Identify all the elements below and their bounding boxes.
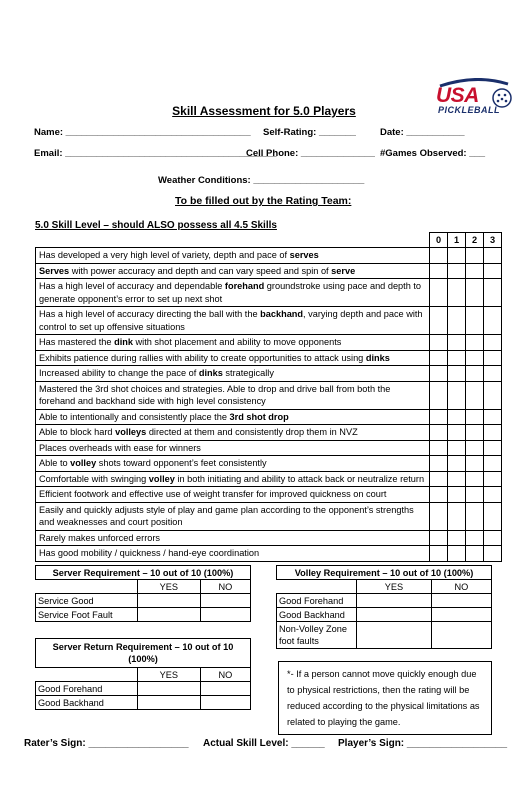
skill-text: Able to block hard (39, 427, 116, 437)
skill-description (36, 248, 430, 264)
skill-description (36, 456, 430, 472)
score-cell-2[interactable] (466, 502, 484, 530)
skill-row (36, 409, 502, 425)
yes-header: YES (138, 668, 201, 682)
score-cell-0[interactable] (430, 381, 448, 409)
volley-requirement-title: Volley Requirement – 10 out of 10 (100%) (277, 566, 492, 580)
skill-description (36, 335, 430, 351)
score-cell-1[interactable] (448, 546, 466, 562)
skill-text: groundstroke using pace and depth to generate opponent’s error to set up next shot (39, 281, 422, 304)
name-field[interactable]: Name: ___________________________________ (34, 127, 251, 138)
no-header: NO (200, 668, 250, 682)
score-cell-1[interactable] (448, 381, 466, 409)
skill-row (36, 381, 502, 409)
skill-row (36, 440, 502, 456)
req-row-label: Good Forehand (36, 682, 138, 696)
yes-header: YES (357, 580, 432, 594)
skill-row (36, 546, 502, 562)
no-header: NO (431, 580, 491, 594)
skill-keyword: dinks (198, 368, 223, 378)
yes-cell[interactable] (138, 696, 201, 710)
score-cell-0[interactable] (430, 248, 448, 264)
skill-description (36, 530, 430, 546)
score-cell-3[interactable] (484, 546, 502, 562)
skill-row (36, 366, 502, 382)
skill-text: , varying depth and pace with control to set up offensive situations (39, 309, 423, 332)
score-cell-0[interactable] (430, 502, 448, 530)
skill-text: Comfortable with swinging (39, 473, 149, 484)
score-cell-2[interactable] (466, 263, 484, 279)
score-cell-0[interactable] (430, 456, 448, 472)
req-row-label: Good Backhand (277, 608, 357, 622)
skill-description (36, 263, 430, 279)
score-cell-0[interactable] (430, 425, 448, 441)
skill-keyword: Serves (39, 265, 70, 276)
date-field[interactable]: Date: ___________ (380, 127, 465, 138)
yes-cell[interactable] (138, 608, 201, 622)
skill-text: Has mastered the (39, 337, 115, 347)
yes-cell[interactable] (138, 594, 201, 608)
score-cell-2[interactable] (466, 530, 484, 546)
skill-keyword: volley (70, 458, 97, 468)
skill-text: Rarely makes unforced errors (39, 532, 161, 543)
skill-text: strategically (222, 368, 274, 378)
score-cell-1[interactable] (448, 471, 466, 487)
score-cell-3[interactable] (484, 366, 502, 382)
server-return-requirement-title: Server Return Requirement – 10 out of 10 (100%) (36, 639, 251, 668)
skill-text: Has a high level of accuracy and dependable (39, 281, 225, 291)
score-cell-1[interactable] (448, 530, 466, 546)
score-cell-1[interactable] (448, 248, 466, 264)
req-row-label: Good Backhand (36, 696, 138, 710)
skill-description (36, 409, 430, 425)
score-cell-1[interactable] (448, 425, 466, 441)
no-cell[interactable] (200, 594, 250, 608)
score-cell-0[interactable] (430, 263, 448, 279)
score-cell-3[interactable] (484, 307, 502, 335)
req-row-label: Non-Volley Zone foot faults (277, 622, 357, 649)
skill-text: Easily and quickly adjusts style of play and game plan according to the opponent’s strengths and weaknesses and court position (39, 504, 414, 527)
rater-sign-field[interactable]: Rater’s Sign: __________________ (24, 738, 189, 749)
score-cell-0[interactable] (430, 546, 448, 562)
score-header-1: 1 (448, 233, 466, 248)
score-cell-3[interactable] (484, 425, 502, 441)
score-cell-3[interactable] (484, 350, 502, 366)
score-cell-2[interactable] (466, 487, 484, 503)
no-cell[interactable] (431, 622, 491, 649)
skill-keyword: dinks (365, 352, 390, 363)
skill-row (36, 248, 502, 264)
score-cell-1[interactable] (448, 335, 466, 351)
yes-cell[interactable] (357, 608, 432, 622)
blank-cell (36, 668, 138, 682)
server-requirement-table (35, 565, 251, 622)
yes-header: YES (138, 580, 201, 594)
skill-description (36, 425, 430, 441)
skill-description (36, 487, 430, 503)
req-row-label: Service Good (36, 594, 138, 608)
skills-table (35, 232, 502, 562)
score-cell-0[interactable] (430, 487, 448, 503)
skill-keyword: volleys (115, 427, 147, 437)
score-cell-3[interactable] (484, 530, 502, 546)
score-header-0: 0 (430, 233, 448, 248)
score-cell-2[interactable] (466, 471, 484, 487)
skill-text: with power accuracy and depth and can vary speed and spin of (69, 265, 332, 276)
skill-keyword: volley (148, 473, 175, 484)
skill-row (36, 263, 502, 279)
cell-phone-field[interactable]: Cell Phone: ______________ (246, 148, 375, 159)
blank-header-cell (36, 233, 430, 248)
score-cell-1[interactable] (448, 502, 466, 530)
skill-text: Has a high level of accuracy directing the ball with the (39, 309, 261, 319)
score-cell-1[interactable] (448, 307, 466, 335)
score-cell-2[interactable] (466, 366, 484, 382)
skill-keyword: backhand (260, 309, 304, 319)
score-cell-2[interactable] (466, 409, 484, 425)
self-rating-field[interactable]: Self-Rating: _______ (263, 127, 356, 138)
score-cell-3[interactable] (484, 502, 502, 530)
req-row-label: Good Forehand (277, 594, 357, 608)
skill-row (36, 471, 502, 487)
skill-text: Able to intentionally and consistently place the (39, 411, 230, 422)
skill-row (36, 307, 502, 335)
score-cell-0[interactable] (430, 440, 448, 456)
score-cell-3[interactable] (484, 456, 502, 472)
score-cell-3[interactable] (484, 471, 502, 487)
score-cell-0[interactable] (430, 530, 448, 546)
score-cell-2[interactable] (466, 546, 484, 562)
score-cell-2[interactable] (466, 456, 484, 472)
score-cell-0[interactable] (430, 279, 448, 307)
yes-cell[interactable] (357, 622, 432, 649)
score-cell-2[interactable] (466, 279, 484, 307)
score-header-3: 3 (484, 233, 502, 248)
score-cell-1[interactable] (448, 350, 466, 366)
no-cell[interactable] (200, 696, 250, 710)
logo-pickleball-text: PICKLEBALL (438, 105, 500, 115)
score-cell-3[interactable] (484, 440, 502, 456)
yes-cell[interactable] (138, 682, 201, 696)
skill-description (36, 440, 430, 456)
skill-description (36, 350, 430, 366)
weather-field[interactable]: Weather Conditions: _____________________ (158, 175, 365, 186)
skill-text: in both initiating and ability to attack back or neutralize return (174, 473, 425, 484)
skill-level-heading: 5.0 Skill Level – should ALSO possess all 4.5 Skills (35, 220, 277, 231)
score-cell-3[interactable] (484, 279, 502, 307)
yes-cell[interactable] (357, 594, 432, 608)
score-cell-2[interactable] (466, 307, 484, 335)
skill-row (36, 425, 502, 441)
skill-description (36, 471, 430, 487)
score-cell-2[interactable] (466, 335, 484, 351)
skill-row (36, 350, 502, 366)
score-cell-1[interactable] (448, 440, 466, 456)
email-field[interactable]: Email: ________________________________________ (34, 148, 277, 159)
skill-text: Exhibits patience during rallies with ability to create opportunities to attack using (39, 352, 366, 363)
score-cell-2[interactable] (466, 350, 484, 366)
score-cell-1[interactable] (448, 366, 466, 382)
score-cell-1[interactable] (448, 279, 466, 307)
skill-keyword: dink (114, 337, 133, 347)
skill-text: Places overheads with ease for winners (39, 442, 201, 453)
score-cell-3[interactable] (484, 487, 502, 503)
skill-description (36, 381, 430, 409)
games-observed-field[interactable]: #Games Observed: ___ (380, 148, 486, 159)
skill-text: with shot placement and ability to move opponents (132, 337, 342, 347)
skill-text: Efficient footwork and effective use of weight transfer for improved quickness on court (39, 489, 387, 499)
score-cell-0[interactable] (430, 471, 448, 487)
skill-row (36, 456, 502, 472)
score-cell-3[interactable] (484, 381, 502, 409)
no-cell[interactable] (200, 608, 250, 622)
score-cell-0[interactable] (430, 307, 448, 335)
no-header: NO (200, 580, 250, 594)
skill-description (36, 502, 430, 530)
logo-usa-text: USA (436, 84, 479, 107)
skill-description (36, 366, 430, 382)
score-cell-0[interactable] (430, 409, 448, 425)
score-cell-3[interactable] (484, 409, 502, 425)
skill-text: Has developed a very high level of variety, depth and pace of (39, 250, 290, 260)
score-cell-0[interactable] (430, 366, 448, 382)
score-cell-1[interactable] (448, 263, 466, 279)
skill-description (36, 546, 430, 562)
skill-text: Has good mobility / quickness / hand-eye coordination (39, 548, 260, 558)
score-cell-2[interactable] (466, 440, 484, 456)
skill-text: directed at them and consistently drop them in NVZ (146, 427, 358, 437)
page-title: Skill Assessment for 5.0 Players (172, 104, 356, 118)
score-cell-0[interactable] (430, 335, 448, 351)
skill-text: shots toward opponent’s feet consistently (96, 458, 267, 468)
score-cell-3[interactable] (484, 263, 502, 279)
score-cell-3[interactable] (484, 335, 502, 351)
skill-row (36, 279, 502, 307)
score-cell-3[interactable] (484, 248, 502, 264)
score-header-2: 2 (466, 233, 484, 248)
blank-cell (277, 580, 357, 594)
score-cell-1[interactable] (448, 456, 466, 472)
skill-keyword: forehand (224, 281, 265, 291)
skill-row (36, 335, 502, 351)
skill-keyword: serves (289, 250, 319, 260)
skill-text: Increased ability to change the pace of (39, 368, 199, 378)
skill-text: Able to (39, 458, 71, 468)
no-cell[interactable] (431, 594, 491, 608)
score-cell-1[interactable] (448, 487, 466, 503)
skill-keyword: 3rd shot drop (229, 411, 289, 422)
skill-keyword: serve (331, 265, 356, 276)
skill-text: Mastered the 3rd shot choices and strategies. Able to drop and drive ball from both the forehand and backhand side with high level consistency (39, 383, 391, 406)
no-cell[interactable] (200, 682, 250, 696)
score-cell-2[interactable] (466, 381, 484, 409)
actual-skill-level-field[interactable]: Actual Skill Level: ______ (203, 738, 325, 749)
score-cell-1[interactable] (448, 409, 466, 425)
skill-description (36, 307, 430, 335)
skill-description (36, 279, 430, 307)
rating-team-heading: To be filled out by the Rating Team: (175, 195, 352, 207)
score-cell-0[interactable] (430, 350, 448, 366)
score-cell-2[interactable] (466, 248, 484, 264)
volley-requirement-table (276, 565, 492, 649)
skill-row (36, 530, 502, 546)
server-return-requirement-table (35, 638, 251, 710)
blank-cell (36, 580, 138, 594)
score-cell-2[interactable] (466, 425, 484, 441)
skill-row (36, 502, 502, 530)
skill-row (36, 487, 502, 503)
player-sign-field[interactable]: Player’s Sign: __________________ (338, 738, 508, 749)
no-cell[interactable] (431, 608, 491, 622)
physical-restriction-note: *- If a person cannot move quickly enough due to physical restrictions, then the rating will be reduced according to the physical limitations as related to playing the game. (278, 661, 492, 735)
req-row-label: Service Foot Fault (36, 608, 138, 622)
server-requirement-title: Server Requirement – 10 out of 10 (100%) (36, 566, 251, 580)
